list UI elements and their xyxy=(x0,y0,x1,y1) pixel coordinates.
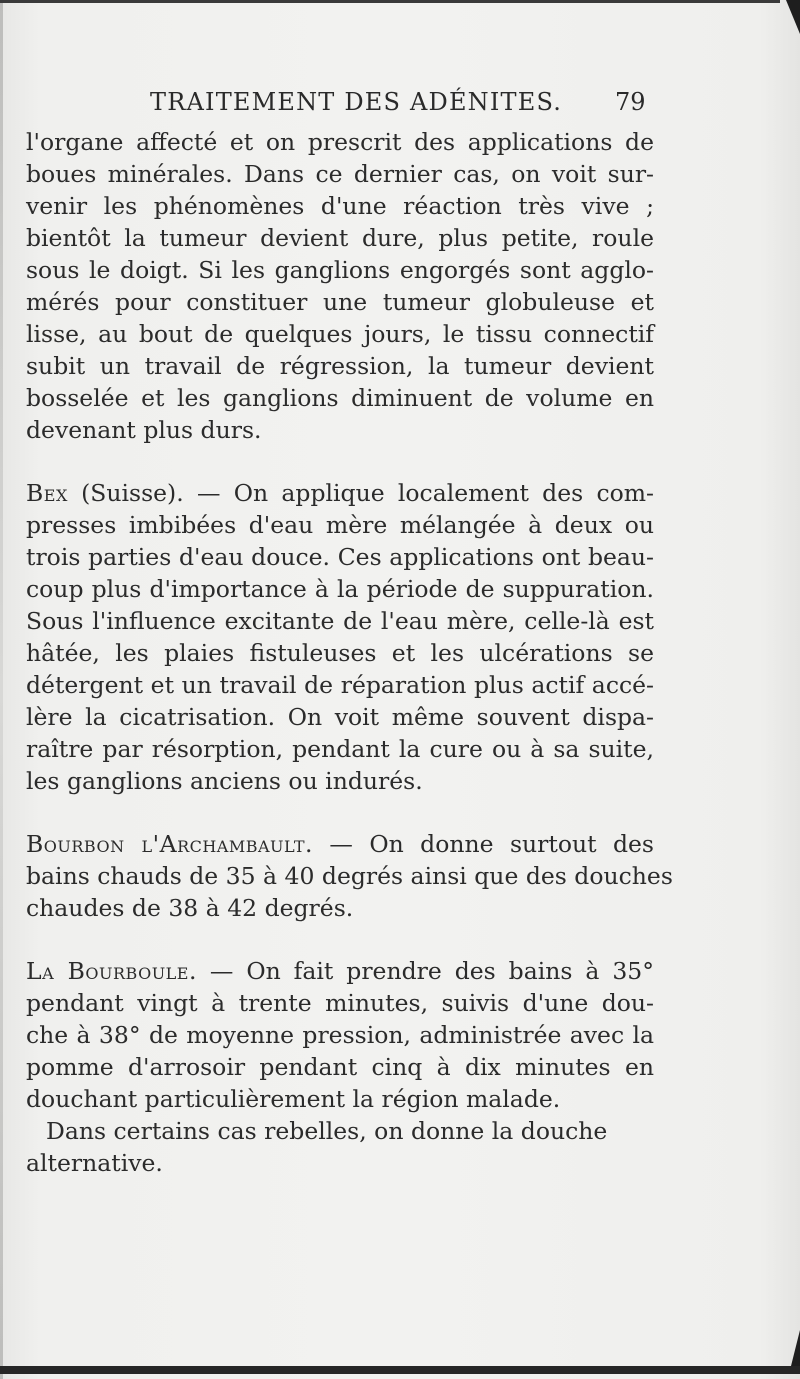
text-line: coup plus d'importance à la période de suppuration. xyxy=(26,575,654,603)
running-title: TRAITEMENT DES ADÉNITES. xyxy=(150,88,563,116)
text-line: Bourbon l'Archambault. — On donne surtout des xyxy=(26,830,654,858)
text-line: lère la cicatrisation. On voit même souvent dispa- xyxy=(26,703,654,731)
text-line: les ganglions anciens ou indurés. xyxy=(26,767,423,795)
text-line: bientôt la tumeur devient dure, plus petite, roule xyxy=(26,224,654,252)
text-line: sous le doigt. Si les ganglions engorgés sont agglo- xyxy=(26,256,654,284)
text-line: presses imbibées d'eau mère mélangée à deux ou xyxy=(26,511,654,539)
text-line: chaudes de 38 à 42 degrés. xyxy=(26,894,354,922)
page-left-edge xyxy=(0,0,3,1379)
text-line: Bex (Suisse). — On applique localement des com- xyxy=(26,479,654,507)
top-scan-border xyxy=(0,0,780,3)
text-line: douchant particulièrement la région malade. xyxy=(26,1085,561,1113)
text-line: Dans certains cas rebelles, on donne la douche xyxy=(46,1117,608,1145)
text-line: bosselée et les ganglions diminuent de volume en xyxy=(26,384,654,412)
text-line: alternative. xyxy=(26,1149,163,1177)
section-heading: Bex xyxy=(26,479,68,507)
text-line: subit un travail de régression, la tumeur devient xyxy=(26,352,654,380)
section-heading: Bourbon l'Archambault. xyxy=(26,830,314,858)
top-corner-mark xyxy=(786,0,800,34)
text-line: trois parties d'eau douce. Ces applications ont beau- xyxy=(26,543,654,571)
bottom-scan-border xyxy=(0,1366,800,1374)
text-line: raître par résorption, pendant la cure ou à sa suite, xyxy=(26,735,654,763)
page-number: 79 xyxy=(615,88,646,116)
text-line: l'organe affecté et on prescrit des applications de xyxy=(26,128,654,156)
text-line: Sous l'influence excitante de l'eau mère, celle-là est xyxy=(26,607,654,635)
text-line: hâtée, les plaies fistuleuses et les ulcérations se xyxy=(26,639,654,667)
text-line: détergent et un travail de réparation plus actif accé- xyxy=(26,671,654,699)
text-line: lisse, au bout de quelques jours, le tissu connectif xyxy=(26,320,654,348)
bottom-corner-mark xyxy=(790,1330,800,1370)
text-line: boues minérales. Dans ce dernier cas, on voit sur- xyxy=(26,160,654,188)
text-line: mérés pour constituer une tumeur globuleuse et xyxy=(26,288,654,316)
section-heading: La Bourboule. xyxy=(26,957,197,985)
text-line: pomme d'arrosoir pendant cinq à dix minutes en xyxy=(26,1053,654,1081)
text-line: che à 38° de moyenne pression, administrée avec la xyxy=(26,1021,654,1049)
text-line: bains chauds de 35 à 40 degrés ainsi que des douches xyxy=(26,862,673,890)
text-line: devenant plus durs. xyxy=(26,416,262,444)
text-line: pendant vingt à trente minutes, suivis d'une dou- xyxy=(26,989,654,1017)
text-line: venir les phénomènes d'une réaction très vive ; xyxy=(26,192,654,220)
text-line: La Bourboule. — On fait prendre des bains à 35° xyxy=(26,957,654,985)
